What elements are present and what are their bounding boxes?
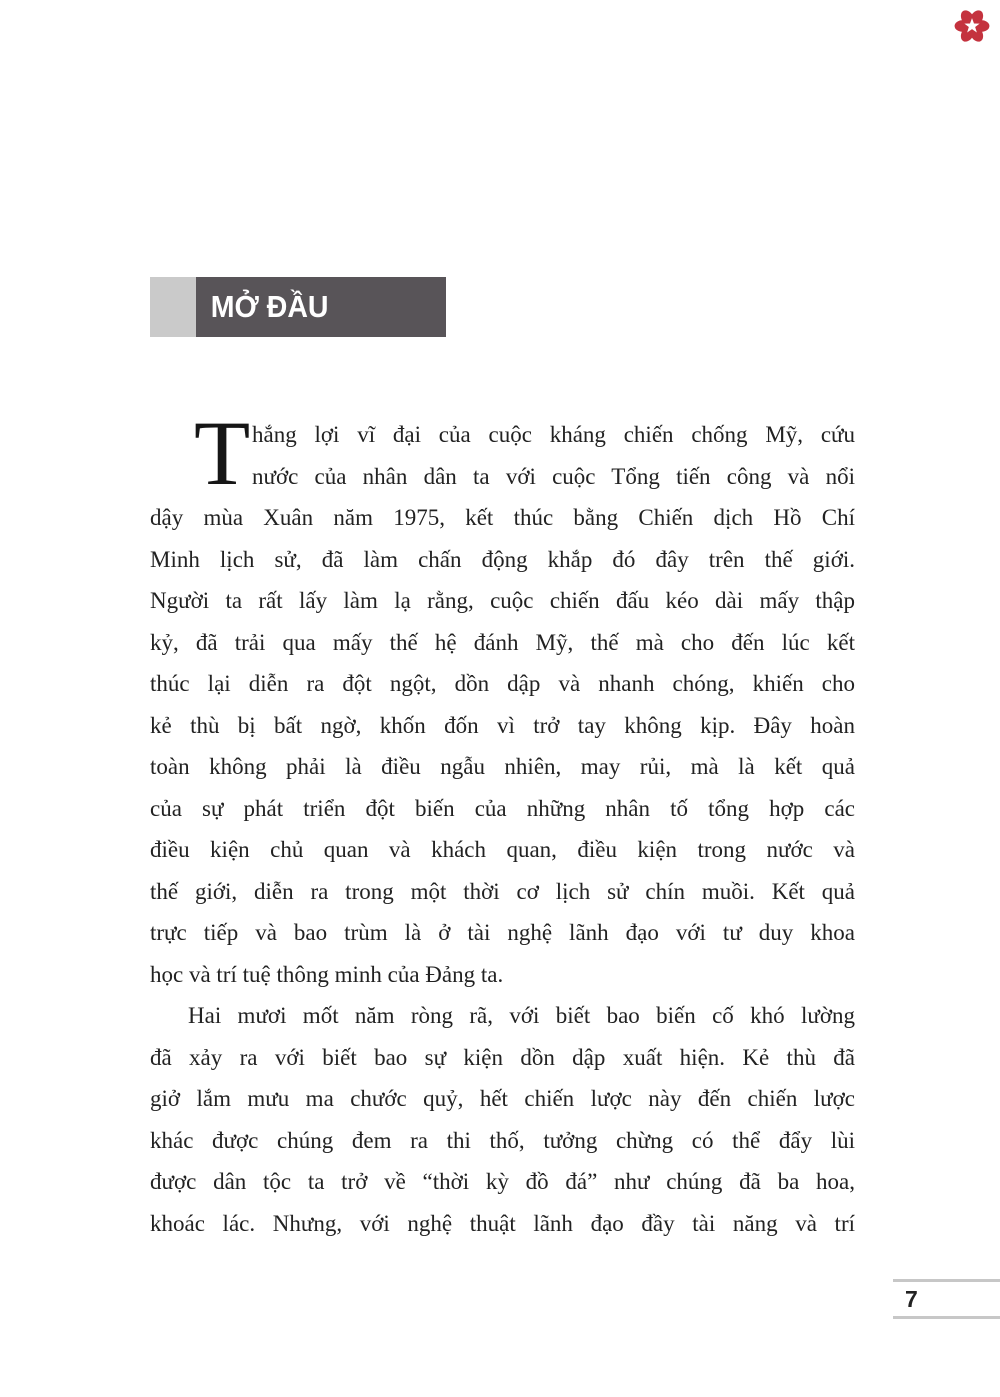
footer-rule-bottom [893, 1316, 1000, 1319]
paragraph-1 [150, 402, 855, 995]
text-line: Người ta rất lấy làm lạ rằng, cuộc chiến đấu kéo dài mấy thập [150, 588, 855, 613]
text-line: toàn không phải là điều ngẫu nhiên, may rủi, mà là kết quả [150, 754, 855, 779]
drop-cap: T [194, 402, 251, 504]
text-line: học và trí tuệ thông minh của Đảng ta. [150, 961, 504, 987]
text-line: thế giới, diễn ra trong một thời cơ lịch sử chín muồi. Kết quả [150, 878, 855, 904]
text-line: của sự phát triển đột biến của những nhân tố tổng hợp các [150, 795, 855, 821]
chapter-title: MỞ ĐẦU [210, 289, 329, 324]
paragraph-2 [150, 995, 855, 1244]
text-line: đã xảy ra với biết bao sự kiện dồn dập xuất hiện. Kẻ thù đã [150, 1044, 855, 1070]
text-line: Hai mươi mốt năm ròng rã, với biết bao biến cố khó lường [188, 1003, 855, 1028]
text-line: hắng lợi vĩ đại của cuộc kháng chiến chống Mỹ, cứu [252, 422, 855, 447]
body-text [150, 402, 855, 1244]
text-line: kỷ, đã trải qua mấy thế hệ đánh Mỹ, thế mà cho đến lúc kết [150, 629, 855, 655]
page-footer [893, 1279, 1000, 1319]
flower-ornament-icon [953, 7, 991, 45]
header-accent-square [150, 277, 196, 337]
text-line: Minh lịch sử, đã làm chấn động khắp đó đây trên thế giới. [150, 546, 855, 572]
text-line: khoác lác. Nhưng, với nghệ thuật lãnh đạo đầy tài năng và trí [150, 1210, 855, 1236]
text-line: giở lắm mưu ma chước quỷ, hết chiến lược này đến chiến lược [150, 1086, 855, 1111]
text-line: trực tiếp và bao trùm là ở tài nghệ lãnh đạo với tư duy khoa [150, 920, 855, 945]
text-line: nước của nhân dân ta với cuộc Tổng tiến công và nổi [252, 463, 855, 489]
chapter-header [150, 277, 446, 337]
text-line: khác được chúng đem ra thi thố, tưởng chừng có thể đẩy lùi [150, 1127, 855, 1153]
text-line: kẻ thù bị bất ngờ, khốn đốn vì trở tay không kịp. Đây hoàn [150, 712, 855, 738]
text-line: được dân tộc ta trở về “thời kỳ đồ đá” như chúng đã ba hoa, [150, 1169, 855, 1194]
text-line: dậy mùa Xuân năm 1975, kết thúc bằng Chiến dịch Hồ Chí [150, 505, 855, 530]
text-line: điều kiện chủ quan và khách quan, điều kiện trong nước và [150, 837, 855, 862]
text-line: thúc lại diễn ra đột ngột, dồn dập và nhanh chóng, khiến cho [150, 671, 855, 696]
header-title-bar [196, 277, 446, 337]
page-number: 7 [905, 1286, 918, 1312]
